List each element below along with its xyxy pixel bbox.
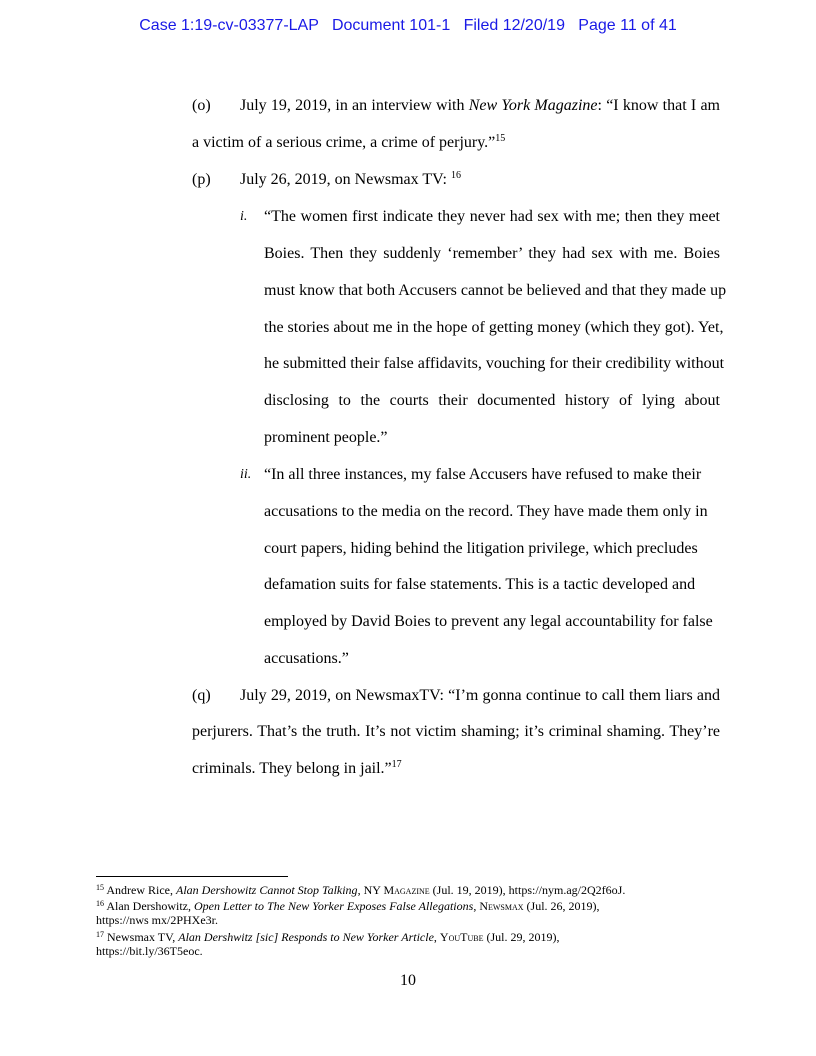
quote-i-line: he submitted their false affidavits, vouching for their credibility without [264, 355, 725, 372]
item-p-line1: July 26, 2019, on Newsmax TV: $^{16}$ [240, 170, 461, 188]
item-q-line1: July 29, 2019, on NewsmaxTV: “I’m gonna continue to call them liars and [240, 687, 720, 704]
footnote-ref-15: 15 [495, 133, 506, 144]
item-o-line2: a victim of a serious crime, a crime of perjury.”$^{15}$ [192, 133, 506, 151]
item-label-p: (p) [192, 171, 211, 188]
quote-i-line: “The women first indicate they never had sex with me; then they meet [264, 208, 720, 225]
footnote-ref-16: 16 [450, 170, 461, 181]
footnote-15: $^{15}$ Andrew Rice, Alan Dershowitz Cannot Stop Talking, NY Magazine (Jul. 19, 2019), https://nym.ag/2Q2f6oJ. [96, 883, 626, 897]
quote-ii-line: court papers, hiding behind the litigation privilege, which precludes [264, 540, 698, 557]
footnote-16-url: https://nws mx/2PHXe3r. [96, 913, 219, 927]
quote-ii-line: accusations to the media on the record. They have made them only in [264, 503, 708, 520]
item-label-o: (o) [192, 97, 211, 114]
quote-ii-line: accusations.” [264, 650, 349, 667]
footnote-16: $^{16}$ Alan Dershowitz, Open Letter to The New Yorker Exposes False Allegations, Newsmax (Jul. 26, 2019), [96, 899, 600, 913]
footnote-17: $^{17}$ Newsmax TV, Alan Dershwitz [sic] Responds to New Yorker Article, YouTube (Jul. 29, 2019), [96, 930, 560, 944]
item-q-line3: criminals. They belong in jail.”$^{17}$ [192, 759, 402, 777]
quote-i-line: prominent people.” [264, 429, 388, 446]
case-header: Case 1:19-cv-03377-LAP Document 101-1 Filed 12/20/19 Page 11 of 41 [139, 17, 677, 34]
quote-ii-line: “In all three instances, my false Accusers have refused to make their [264, 466, 702, 483]
subitem-label-ii: ii. [240, 467, 252, 482]
page-number: 10 [400, 972, 416, 989]
item-label-q: (q) [192, 687, 211, 704]
quote-i-line: the stories about me in the hope of getting money (which they got). Yet, [264, 319, 724, 336]
quote-ii-line: employed by David Boies to prevent any legal accountability for false [264, 613, 713, 630]
quote-i-line: must know that both Accusers cannot be believed and that they made up [264, 282, 727, 299]
footnote-17-url: https://bit.ly/36T5eoc. [96, 944, 203, 958]
quote-ii-line: defamation suits for false statements. This is a tactic developed and [264, 576, 696, 593]
item-o-line1: July 19, 2019, in an interview with New York Magazine: “I know that I am [240, 97, 720, 114]
quote-i-line: Boies. Then they suddenly ‘remember’ they had sex with me. Boies [264, 245, 720, 262]
footnote-ref-17: 17 [391, 759, 402, 770]
subitem-label-i: i. [240, 209, 248, 224]
footnote-divider [96, 876, 288, 877]
item-q-line2: perjurers. That’s the truth. It’s not victim shaming; it’s criminal shaming. They’re [192, 723, 720, 740]
quote-i-line: disclosing to the courts their documented history of lying about [264, 392, 720, 409]
